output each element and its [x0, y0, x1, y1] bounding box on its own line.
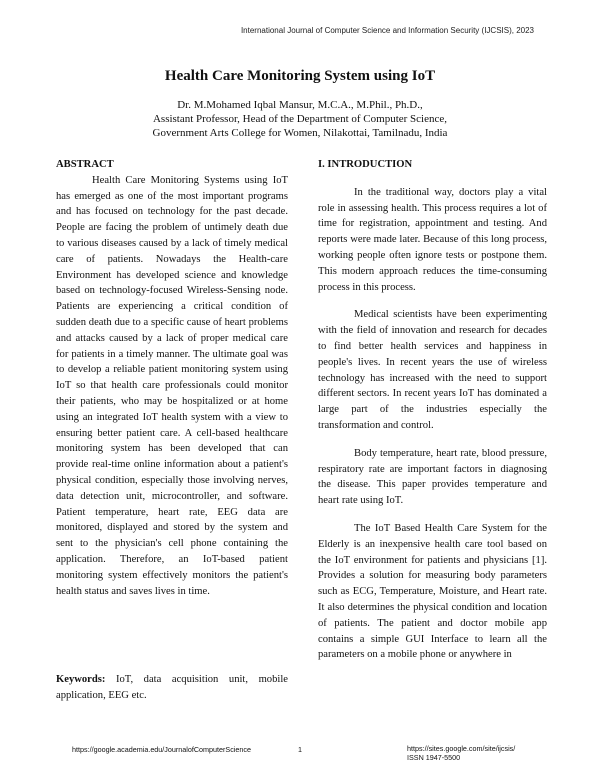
intro-paragraph: Medical scientists have been experimenting with the field of innovation and research for decades to find better health services and happiness in people's lives. In recent years the use of wireless technology has increased with the need to support different sectors. In recent years IoT has dominated a large part of the industries especially the transformation and control. — [318, 309, 547, 431]
author-block — [0, 98, 600, 140]
footer-site-link[interactable]: https://sites.google.com/site/ijcsis/ — [407, 744, 516, 753]
right-column — [318, 157, 547, 675]
abstract-heading: ABSTRACT — [56, 159, 114, 170]
page-number: 1 — [298, 745, 302, 754]
footer-issn: ISSN 1947-5500 — [407, 753, 461, 762]
footer-journal-link[interactable]: https://google.academia.edu/JournalofComputerScience — [72, 745, 251, 754]
left-column — [56, 157, 288, 611]
intro-paragraph: Body temperature, heart rate, blood pressure, respiratory rate are important factors in diagnosing the disease. This paper provides temperature and heart rate using IoT. — [318, 447, 547, 507]
intro-paragraph: The IoT Based Health Care System for the Elderly is an inexpensive health care tool based on the IoT environment for patients and physicians [1]. Provides a solution for measuring body parameters such as ECG, Temperature, Moisture, and Heart rate. It also determines the physical condition and location of patients. The patient and doctor mobile app contains a simple GUI Interface to learn all the parameters on a mobile phone or anywhere in — [318, 522, 547, 661]
footer-right-block — [407, 744, 515, 762]
intro-paragraph: In the traditional way, doctors play a vital role in assessing health. This process requires a lot of time for registration, appointment and testing. And reports were made later. Because of this long process, working people often ignore tests or postpone them. This modern approach reduces the time-consuming process in this process. — [318, 186, 547, 293]
keywords-label: Keywords: — [56, 674, 106, 685]
abstract-text: Health Care Monitoring Systems using IoT has emerged as one of the most important programs and has focused on technology for the past decade. People are facing the problem of untimely death due to various diseases caused by a lack of timely medical care of patients. Nowadays the Health-care Environment has developed science and knowledge based on technology-focused Wireless-Sensing node. Patients are experiencing a critical condition of sudden death due to a specific cause of heart problems and attacks caused by a lack of proper medical care for patients in a timely manner. The ultimate goal was to develop a reliable patient monitoring system using IoT so that health care professionals could monitor their patients, who may be hospitalized or at home using an integrated IoT health system with a view to ensuring better patient care. A cell-based healthcare monitoring system has been developed that can provide real-time online information about a patient's physical condition, especially those involving nerves, data detection unit, microcontroller, and software. Patient temperature, heart rate, EEG data are monitored, displayed and stored by the system and sent to the physician's cell phone containing the application. Therefore, an IoT-based patient monitoring system effectively monitors the patient's health status and saves lives in time. — [56, 174, 288, 597]
paper-title: Health Care Monitoring System using IoT — [164, 68, 436, 84]
running-header: International Journal of Computer Science and Information Security (IJCSIS), 2023 — [240, 26, 534, 35]
author-affiliation: Government Arts College for Women, Nilakottai, Tamilnadu, India — [152, 127, 448, 139]
author-name: Dr. M.Mohamed Iqbal Mansur, M.C.A., M.Phil., Ph.D., — [177, 99, 423, 111]
keywords — [56, 672, 288, 704]
author-position: Assistant Professor, Head of the Department of Computer Science, — [152, 113, 448, 125]
keywords-text: IoT, data acquisition unit, mobile application, EEG etc. — [56, 674, 288, 701]
introduction-heading: I. INTRODUCTION — [318, 159, 413, 170]
